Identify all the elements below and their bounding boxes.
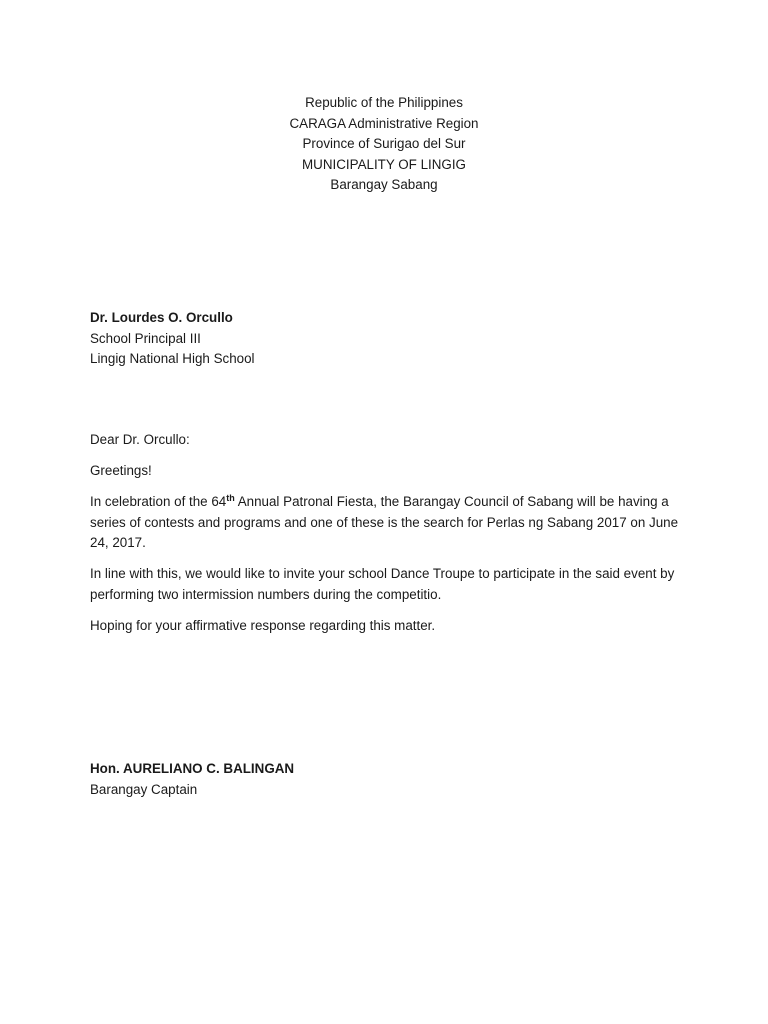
letterhead-province: Province of Surigao del Sur — [302, 136, 466, 151]
paragraph-3: Hoping for your affirmative response regarding this matter. — [90, 617, 436, 633]
ordinal-suffix: th — [226, 493, 235, 503]
recipient-block — [90, 308, 255, 370]
letterhead-barangay: Barangay Sabang — [330, 177, 438, 192]
greeting: Greetings! — [90, 463, 152, 478]
letterhead-country: Republic of the Philippines — [305, 95, 463, 110]
letter-body — [90, 430, 682, 647]
signatory-name: Hon. AURELIANO C. BALINGAN — [90, 761, 295, 776]
recipient-school: Lingig National High School — [90, 351, 255, 366]
signatory-title: Barangay Captain — [90, 781, 198, 797]
letterhead-municipality: MUNICIPALITY OF LINGIG — [302, 156, 466, 172]
letterhead-region: CARAGA Administrative Region — [289, 115, 479, 131]
paragraph-1-rest: Annual Patronal Fiesta, the Barangay Council of Sabang will be having a series of contests and programs and one of these is the search for Perlas ng Sabang 2017 on June 24, 2017. — [90, 494, 679, 550]
paragraph-2: In line with this, we would like to invite your school Dance Troupe to participate in the said event by performing two intermission numbers during the competitio. — [90, 566, 675, 602]
paragraph-1-start: In celebration of the 64 — [90, 494, 227, 509]
salutation: Dear Dr. Orcullo: — [90, 432, 190, 447]
recipient-name: Dr. Lourdes O. Orcullo — [90, 310, 233, 325]
signatory-block — [90, 759, 294, 800]
paragraph-1 — [90, 492, 682, 554]
letterhead — [0, 93, 768, 196]
recipient-title: School Principal III — [90, 330, 201, 346]
